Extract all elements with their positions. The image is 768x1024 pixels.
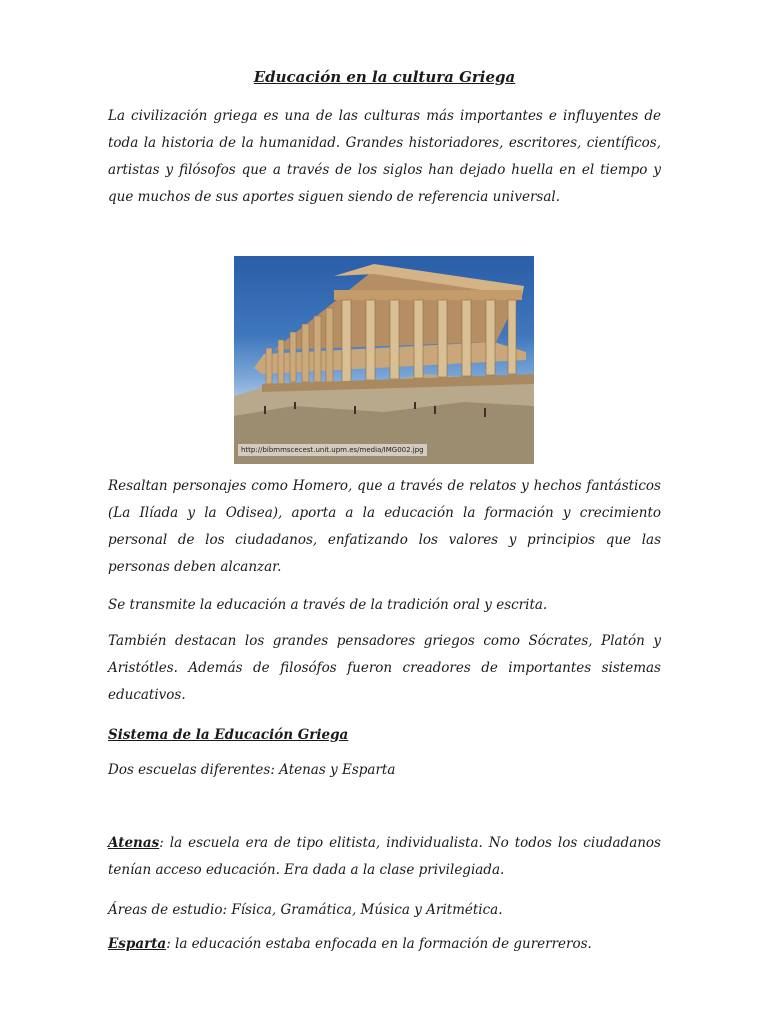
parthenon-illustration	[234, 256, 534, 464]
image-source-caption: http://bibmmscecest.unit.upm.es/media/IMG002.jpg	[238, 444, 427, 456]
transmission-paragraph: Se transmite la educación a través de la tradición oral y escrita.	[108, 597, 548, 613]
schools-paragraph: Dos escuelas diferentes: Atenas y Esparta	[108, 762, 396, 778]
areas-paragraph: Áreas de estudio: Física, Gramática, Música y Aritmética.	[108, 902, 503, 918]
atenas-text: : la escuela era de tipo elitista, individualista. No todos los ciudadanos tenían acceso educación. Era dada a la clase privilegiada.	[108, 835, 661, 878]
section-heading: Sistema de la Educación Griega	[108, 727, 349, 743]
atenas-term: Atenas	[108, 835, 160, 851]
thinkers-paragraph: También destacan los grandes pensadores griegos como Sócrates, Platón y Aristótles. Además de filosófos fueron creadores de importantes sistemas educativos.	[108, 633, 661, 703]
intro-paragraph: La civilización griega es una de las culturas más importantes e influyentes de toda la historia de la humanidad. Grandes historiadores, escritores, científicos, artistas y filósofos que a través de los siglos han dejado huella en el tiempo y que muchos de sus aportes siguen siendo de referencia universal.	[108, 108, 661, 205]
esparta-paragraph	[108, 931, 661, 958]
document-title: Educación en la cultura Griega	[253, 68, 516, 86]
esparta-term: Esparta	[108, 936, 167, 952]
document-page	[108, 0, 661, 1024]
homero-paragraph: Resaltan personajes como Homero, que a través de relatos y hechos fantásticos (La Ilíada y la Odisea), aporta a la educación la formación y crecimiento personal de los ciudadanos, enfatizando los valores y principios que las personas deben alcanzar.	[108, 478, 661, 575]
parthenon-photo	[234, 256, 534, 464]
atenas-paragraph	[108, 830, 661, 884]
esparta-text: : la educación estaba enfocada en la formación de gurerreros.	[166, 936, 592, 952]
